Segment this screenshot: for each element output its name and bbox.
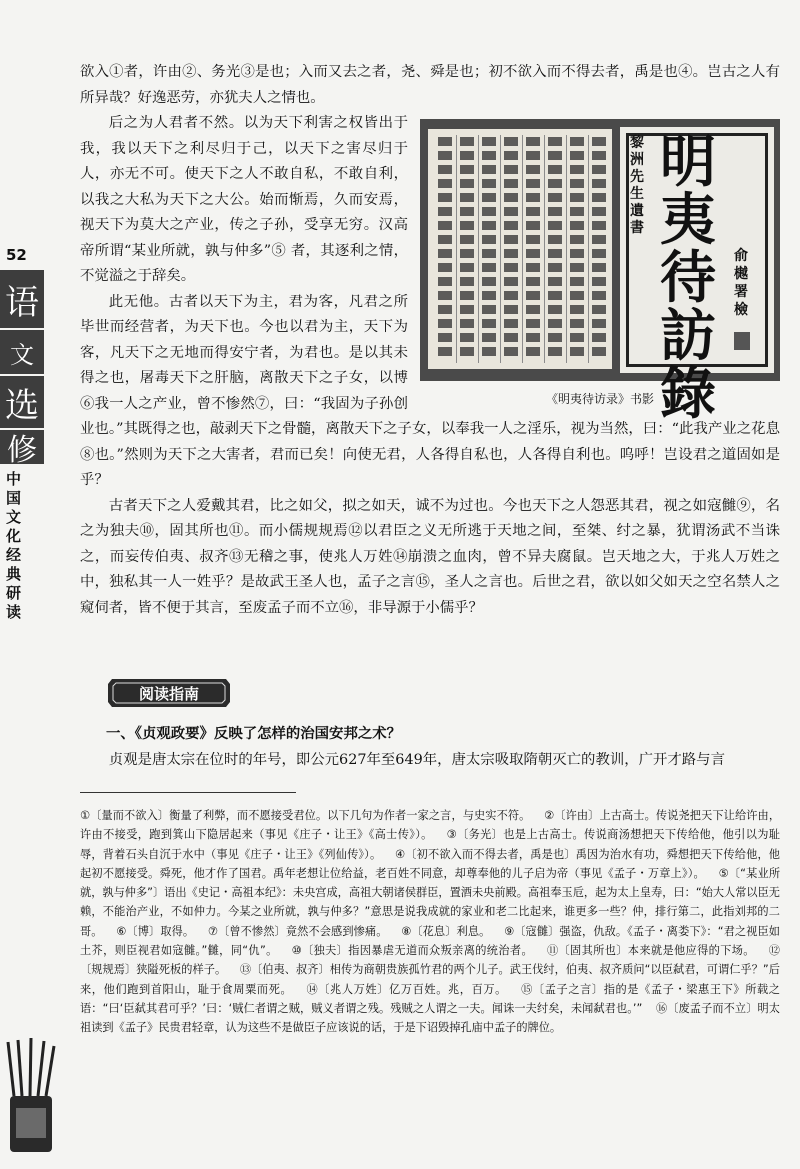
left-margin: [0, 0, 62, 1169]
brush-pot-icon: [4, 1038, 58, 1154]
reading-guide-badge: [106, 676, 232, 710]
note-13: ⑬〔伯夷、叔齐〕相传为商朝贵族孤竹君的两个儿子。武王伐纣，伯夷、叔齐质问“以臣弑君，可谓仁乎？”后来，他们跑到首阳山，耻于食周粟而死。: [80, 963, 780, 996]
note-2: ②〔许由〕上古高士。传说尧把天下让给许由，许由不接受，跑到箕山下隐居起来（事见《庄子・让王》《高士传》）。: [80, 809, 781, 842]
book-inner-page: [428, 129, 612, 369]
side-tab-1: 语: [0, 270, 44, 328]
question-body: 贞观是唐太宗在位时的年号，即公元627年至649年，唐太宗吸取隋朝灭亡的教训，广开才路与言: [108, 752, 725, 768]
note-4: ④〔初不欲入而不得去者，禹是也〕禹因为治水有功，舜想把天下传给他，他起初不愿接受。舜死，他才作了国君。禹年老想让位给益，老百姓不同意，却尊奉他的儿子启为帝（事见《孟子・万章上》）。: [80, 847, 780, 880]
series-title: 中国文化经典研读: [6, 470, 22, 621]
side-tab-2: 文: [0, 330, 44, 374]
paragraph-2: 后之为人君者不然。以为天下利害之权皆出于我，我以天下之利尽归于己，以天下之害尽归于人，亦无不可。使天下之人不敢自私，不敢自利，以我之大私为天下之大公。始而惭焉，久而安焉，视天下为莫大之产业，传之子孙，受享无穷。汉高帝所谓“某业所就，孰与仲多”⑤ 者，其逐利之情，不觉溢之于辞矣。: [80, 115, 408, 284]
seal-icon: [734, 332, 750, 350]
note-9: ⑨〔寇雠〕强盗，仇敌。《孟子・离娄下》：“君之视臣如土芥，则臣视君如寇雠。”雠，同“仇”。: [80, 924, 780, 958]
paragraph-4: 古者天下之人爱戴其君，比之如父，拟之如天，诚不为过也。今也天下之人怨恶其君，视之如寇雠⑨，名之为独夫⑩，固其所也⑪。而小儒规规焉⑫以君臣之义无所逃于天地之间，至桀、纣之暴，犹谓汤武不当诛之，而妄传伯夷、叔齐⑬无稽之事，使兆人万姓⑭崩溃之血肉，曾不异夫腐鼠。岂天地之大，于兆人万姓之中，独私其一人一姓乎？是故武王圣人也，孟子之言⑮，圣人之言也。后世之君，欲以如父如天之空名禁人之窥伺者，皆不便于其言，至废孟子而不立⑯，非导源于小儒乎？: [80, 497, 780, 616]
note-7: ⑦〔曾不惨然〕竟然不会感到惨痛。: [207, 924, 388, 938]
cover-subtitle: 黎洲先生遺書: [630, 135, 644, 236]
footnote-rule: [80, 792, 296, 793]
book-cover: [620, 127, 774, 427]
side-tab-3: 选: [0, 376, 44, 428]
note-8: ⑧〔花息〕利息。: [401, 924, 491, 938]
question-title: 一、《贞观政要》反映了怎样的治国安邦之术？: [106, 726, 402, 742]
note-10: ⑩〔独夫〕指因暴虐无道而众叛亲离的统治者。: [291, 944, 534, 958]
cover-title: 明夷待訪錄: [660, 129, 716, 427]
note-1: ①〔量而不欲入〕衡量了利弊，而不愿接受君位。以下几句为作者一家之言，与史实不符。: [80, 809, 531, 822]
paragraph-3: 此无他。古者以天下为主，君为客，凡君之所毕世而经营者，为天下也。今也以君为主，天下为客，凡天下之无地而得安宁者，为君也。是以其未得之也，屠毒天下之肝脑，离散天下之子女，以博⑥我一人之产业，曾不惨然⑦，曰：“我固为子孙创业也。”其既得之也，敲剥天下之骨髓，离散天下之子女，以奉我一人之淫乐，视为当然，曰：“此我产业之花息⑧也。”然则为天下之大害者，君而已矣！向使无君，人各得自私也，人各得自利也。呜呼！岂设君之道固如是乎？: [80, 293, 780, 488]
cover-author: 俞樾署檢: [734, 248, 748, 318]
reading-guide-label: 阅读指南: [138, 685, 200, 703]
note-3: ③〔务光〕也是上古高士。传说商汤想把天下传给他，他引以为耻辱，背着石头自沉于水中（事见《庄子・让王》《列仙传》）。: [80, 828, 780, 861]
figure-caption: 《明夷待访录》书影: [545, 392, 654, 406]
note-14: ⑭〔兆人万姓〕亿万百姓。兆，百万。: [306, 982, 507, 996]
note-5: ⑤〔“某业所就，孰与仲多”〕语出《史记・高祖本纪》：未央宫成，高祖大朝诸侯群臣，置酒未央前殿。高祖奉玉卮，起为太上皇寿，曰：“始大人常以臣无赖，不能治产业，不如仲力。今某之业所就，孰与仲多？”意思是说我成就的家业和老二比起来，谁更多一些？仲，排行第二，此指刘邦的二哥。: [80, 866, 781, 938]
side-tab-4: 修: [0, 430, 44, 464]
page-number: 52: [6, 246, 27, 264]
note-11: ⑪〔固其所也〕本来就是他应得的下场。: [546, 944, 755, 958]
note-12: ⑫〔规规焉〕狭隘死板的样子。: [80, 944, 780, 977]
footnotes: [80, 806, 780, 1038]
book-figure: [420, 119, 780, 427]
note-16: ⑯〔废孟子而不立〕明太祖读到《孟子》民贵君轻章，认为这些不是做臣子应该说的话，于是下诏毁掉孔庙中孟子的牌位。: [80, 1001, 780, 1035]
note-15: ⑮〔孟子之言〕指的是《孟子・梁惠王下》所载之语：“曰‘臣弑其君可乎？’曰：‘贼仁者谓之贼，贼义者谓之残。残贼之人谓之一夫。闻诛一夫纣矣，未闻弑君也。’”: [80, 982, 780, 1015]
note-6: ⑥〔博〕取得。: [116, 924, 195, 938]
main-text: [80, 60, 780, 621]
paragraph-1: 欲入①者，许由②、务光③是也；入而又去之者，尧、舜是也；初不欲入而不得去者，禹是也④。岂古之人有所异哉？好逸恶劳，亦犹夫人之情也。: [80, 64, 780, 106]
